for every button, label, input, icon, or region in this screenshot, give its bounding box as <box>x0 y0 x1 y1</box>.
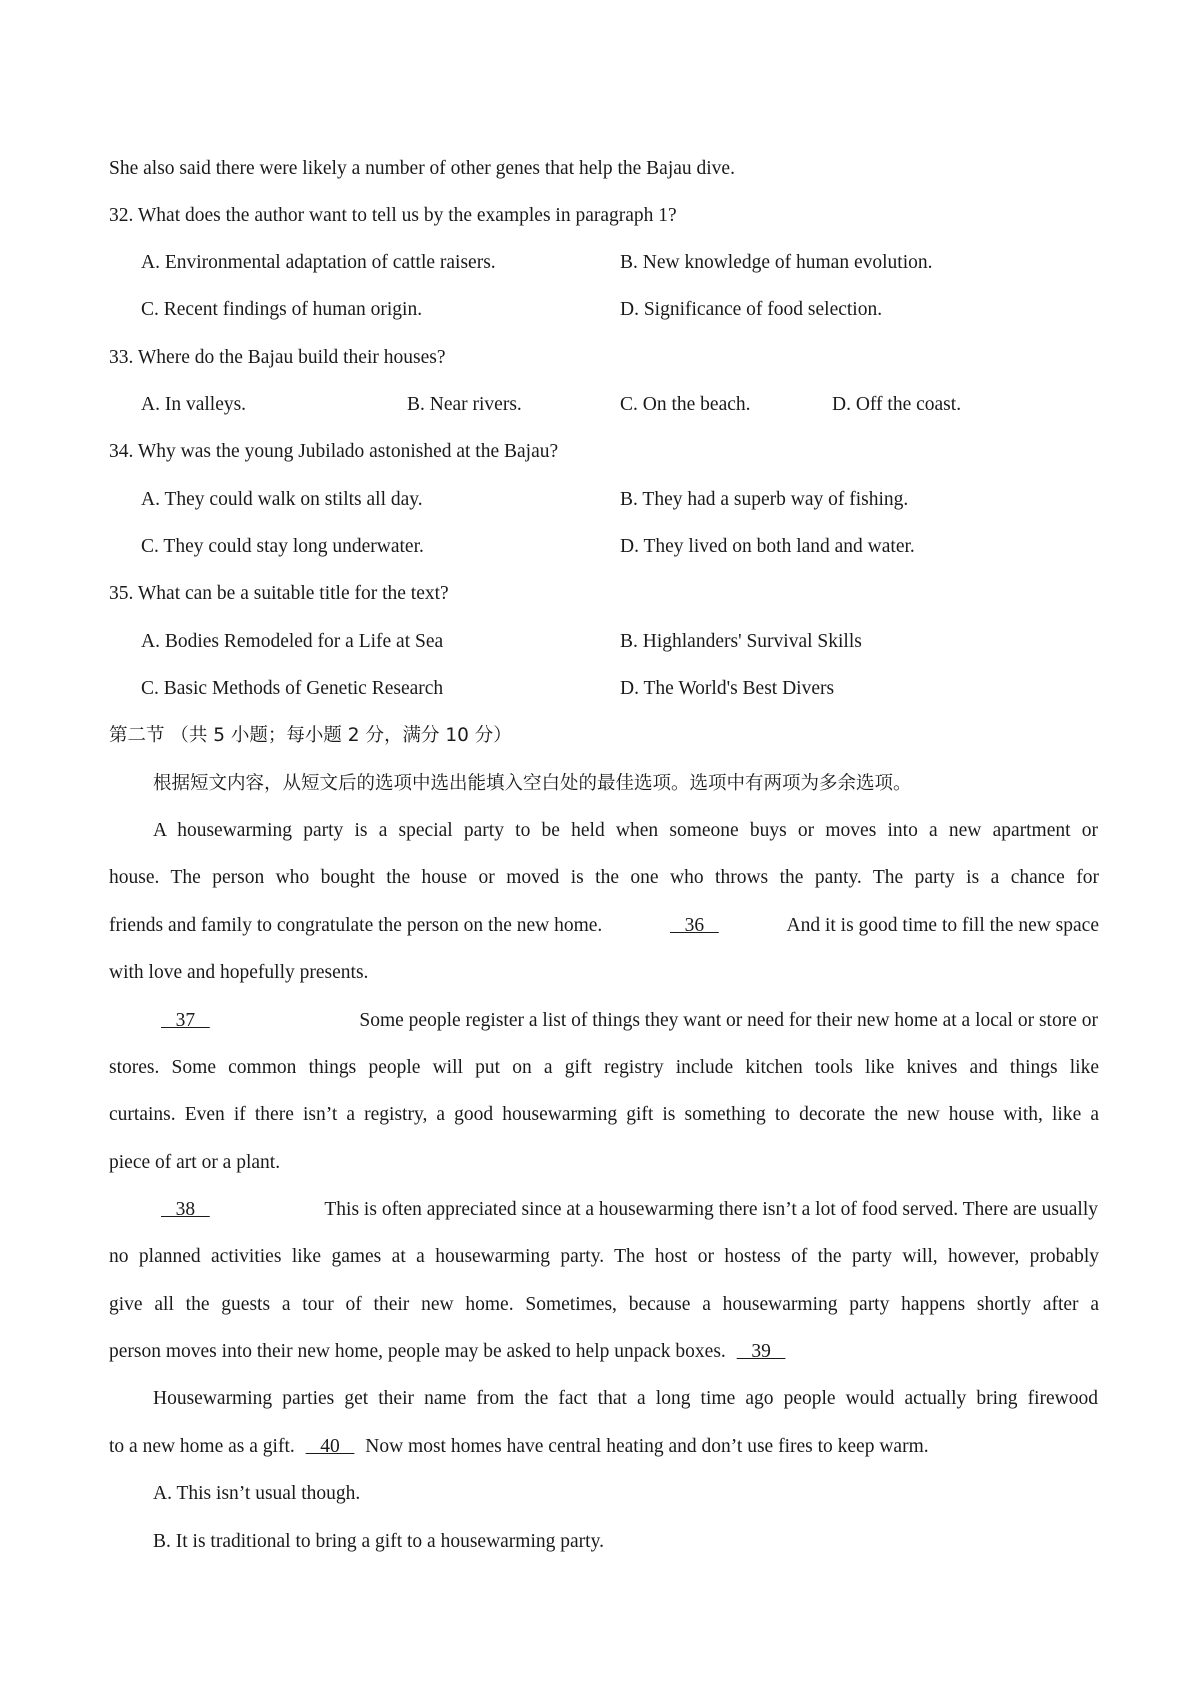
blank-38: 38 <box>161 1199 210 1220</box>
question-32-option-d: D. Significance of food selection. <box>620 299 883 320</box>
question-35-option-c: C. Basic Methods of Genetic Research <box>141 678 444 699</box>
question-33-stem: 33. Where do the Bajau build their houses? <box>109 347 446 368</box>
paragraph-2-line-4: piece of art or a plant. <box>109 1152 281 1173</box>
question-32-stem: 32. What does the author want to tell us by the examples in paragraph 1? <box>109 205 677 226</box>
question-33-option-d: D. Off the coast. <box>832 394 962 415</box>
question-32-option-c: C. Recent findings of human origin. <box>141 299 423 320</box>
paragraph-4-line-2-text-b: Now most homes have central heating and don’t use fires to keep warm. <box>365 1436 929 1457</box>
question-34-option-a: A. They could walk on stilts all day. <box>141 489 423 510</box>
paragraph-3-line-2: no planned activities like games at a housewarming party. The host or hostess of the party will, however, probably <box>109 1246 1099 1267</box>
blank-39: 39 <box>736 1341 786 1362</box>
paragraph-1-line-3-text-a: friends and family to congratulate the person on the new home. <box>109 915 603 936</box>
question-35-option-b: B. Highlanders' Survival Skills <box>620 631 862 652</box>
paragraph-1-line-1: A housewarming party is a special party to be held when someone buys or moves into a new apartment or <box>153 820 1098 841</box>
paragraph-4-line-2 <box>109 1434 1099 1460</box>
question-35-option-a: A. Bodies Remodeled for a Life at Sea <box>141 631 444 652</box>
question-35-stem: 35. What can be a suitable title for the text? <box>109 583 449 604</box>
question-33-option-a: A. In valleys. <box>141 394 247 415</box>
question-34-option-c: C. They could stay long underwater. <box>141 536 424 557</box>
paragraph-3-line-3: give all the guests a tour of their new home. Sometimes, because a housewarming party happens shortly after a <box>109 1294 1099 1315</box>
section-heading: 第二节 （共 5 小题；每小题 2 分，满分 10 分） <box>109 725 512 746</box>
section-instruction: 根据短文内容，从短文后的选项中选出能填入空白处的最佳选项。选项中有两项为多余选项。 <box>153 773 912 794</box>
paragraph-2-line-1-text: Some people register a list of things they want or need for their new home at a local or store or <box>359 1010 1098 1031</box>
paragraph-3-line-4 <box>109 1339 1099 1365</box>
question-34-stem: 34. Why was the young Jubilado astonished at the Bajau? <box>109 441 559 462</box>
paragraph-4-line-2-text-a: to a new home as a gift. <box>109 1436 295 1457</box>
paragraph-4-line-1: Housewarming parties get their name from the fact that a long time ago people would actually bring firewood <box>153 1388 1098 1409</box>
paragraph-3-line-4-text: person moves into their new home, people may be asked to help unpack boxes. <box>109 1341 726 1362</box>
paragraph-1-line-3-text-b: And it is good time to fill the new space <box>786 915 1099 936</box>
answer-option-a: A. This isn’t usual though. <box>153 1483 361 1504</box>
answer-option-b: B. It is traditional to bring a gift to a housewarming party. <box>153 1531 604 1552</box>
passage-end: She also said there were likely a number of other genes that help the Bajau dive. <box>109 158 735 179</box>
paragraph-3-line-1-text: This is often appreciated since at a housewarming there isn’t a lot of food served. There are usually <box>324 1199 1098 1220</box>
paragraph-1-line-2: house. The person who bought the house or moved is the one who throws the panty. The party is a chance for <box>109 867 1099 888</box>
blank-37: 37 <box>161 1010 210 1031</box>
paragraph-1-line-4: with love and hopefully presents. <box>109 962 369 983</box>
question-35-option-d: D. The World's Best Divers <box>620 678 835 699</box>
question-33-option-c: C. On the beach. <box>620 394 751 415</box>
paragraph-3-line-1 <box>161 1197 1098 1223</box>
paragraph-2-line-1 <box>161 1008 1098 1034</box>
paragraph-2-line-2: stores. Some common things people will put on a gift registry include kitchen tools like knives and things like <box>109 1057 1099 1078</box>
paragraph-2-line-3: curtains. Even if there isn’t a registry, a good housewarming gift is something to decorate the new house with, like a <box>109 1104 1099 1125</box>
blank-40: 40 <box>305 1436 355 1457</box>
blank-36: 36 <box>670 915 719 936</box>
question-33-option-b: B. Near rivers. <box>407 394 522 415</box>
question-32-option-a: A. Environmental adaptation of cattle raisers. <box>141 252 496 273</box>
question-32-option-b: B. New knowledge of human evolution. <box>620 252 933 273</box>
question-34-option-d: D. They lived on both land and water. <box>620 536 915 557</box>
question-34-option-b: B. They had a superb way of fishing. <box>620 489 909 510</box>
paragraph-1-line-3 <box>109 913 1099 939</box>
